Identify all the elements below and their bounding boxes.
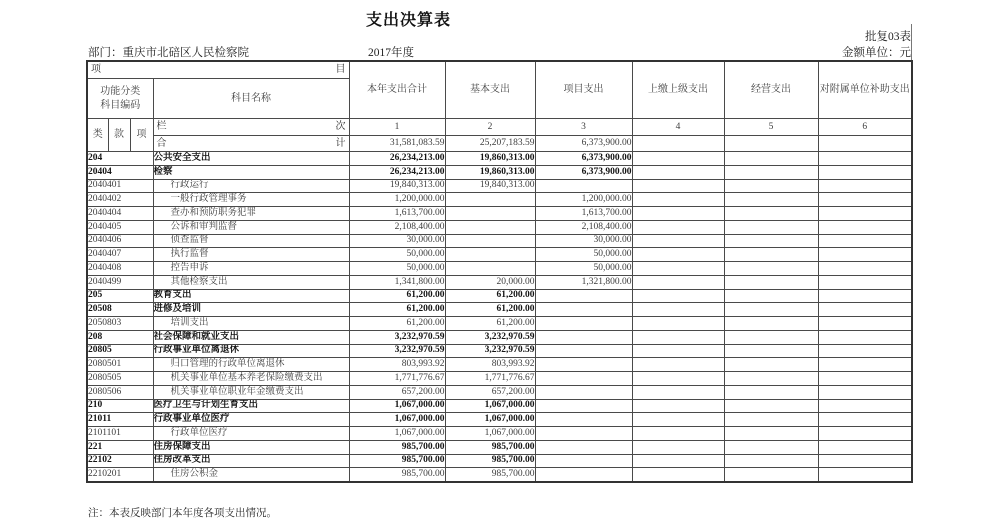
total-value-3: 6,373,900.00 [535, 136, 632, 152]
row-subsidy [818, 289, 912, 303]
row-upturn [632, 440, 724, 454]
row-name: 行政事业单位医疗 [153, 413, 349, 427]
row-project: 30,000.00 [535, 234, 632, 248]
header-class-cell: 类 [87, 119, 108, 152]
row-basic: 657,200.00 [445, 385, 535, 399]
total-value-5 [724, 136, 818, 152]
row-project: 1,200,000.00 [535, 193, 632, 207]
table-note: 注：本表反映部门本年度各项支出情况。 [88, 508, 277, 519]
table-row [87, 165, 912, 179]
row-basic: 20,000.00 [445, 275, 535, 289]
row-operating [724, 179, 818, 193]
row-code: 20805 [87, 344, 153, 358]
row-name: 执行监督 [153, 248, 349, 262]
row-project [535, 468, 632, 482]
row-total: 985,700.00 [349, 454, 445, 468]
row-basic: 1,067,000.00 [445, 413, 535, 427]
row-basic: 803,993.92 [445, 358, 535, 372]
row-subsidy [818, 344, 912, 358]
row-project [535, 317, 632, 331]
row-subsidy [818, 385, 912, 399]
row-total: 1,613,700.00 [349, 207, 445, 221]
row-basic: 61,200.00 [445, 289, 535, 303]
row-total: 2,108,400.00 [349, 220, 445, 234]
table-body [87, 61, 912, 482]
header-row-item [87, 61, 912, 79]
row-subsidy [818, 248, 912, 262]
row-name: 检察 [153, 165, 349, 179]
row-name: 行政单位医疗 [153, 427, 349, 441]
col-header-operating: 经营支出 [724, 61, 818, 119]
row-subsidy [818, 165, 912, 179]
total-value-1: 31,581,083.59 [349, 136, 445, 152]
total-label-left: 合 [156, 137, 167, 149]
row-operating [724, 262, 818, 276]
row-basic [445, 193, 535, 207]
row-operating [724, 275, 818, 289]
colno-5: 5 [724, 119, 818, 136]
table-row [87, 413, 912, 427]
row-project [535, 289, 632, 303]
row-code: 2040408 [87, 262, 153, 276]
row-subsidy [818, 262, 912, 276]
header-section-cell: 款 [108, 119, 130, 152]
row-total: 50,000.00 [349, 248, 445, 262]
row-subsidy [818, 207, 912, 221]
row-basic: 3,232,970.59 [445, 344, 535, 358]
row-upturn [632, 317, 724, 331]
row-operating [724, 385, 818, 399]
row-upturn [632, 358, 724, 372]
row-upturn [632, 344, 724, 358]
total-value-4 [632, 136, 724, 152]
unit-label: 金额单位：元 [842, 47, 911, 59]
row-operating [724, 289, 818, 303]
row-basic: 1,771,776.67 [445, 372, 535, 386]
row-total: 1,067,000.00 [349, 399, 445, 413]
header-code-cell [87, 79, 153, 119]
row-name: 住房保障支出 [153, 440, 349, 454]
row-name: 查办和预防职务犯罪 [153, 207, 349, 221]
row-upturn [632, 179, 724, 193]
row-total: 1,771,776.67 [349, 372, 445, 386]
row-code: 205 [87, 289, 153, 303]
row-subsidy [818, 468, 912, 482]
row-name: 其他检察支出 [153, 275, 349, 289]
row-name: 公诉和审判监督 [153, 220, 349, 234]
row-upturn [632, 207, 724, 221]
table-row [87, 372, 912, 386]
row-basic: 1,067,000.00 [445, 399, 535, 413]
row-basic: 61,200.00 [445, 303, 535, 317]
row-total: 26,234,213.00 [349, 165, 445, 179]
row-operating [724, 330, 818, 344]
table-row [87, 220, 912, 234]
row-project [535, 427, 632, 441]
row-project: 1,613,700.00 [535, 207, 632, 221]
row-upturn [632, 262, 724, 276]
row-name: 培训支出 [153, 317, 349, 331]
row-operating [724, 165, 818, 179]
colno-1: 1 [349, 119, 445, 136]
row-name: 教育支出 [153, 289, 349, 303]
row-code: 2040407 [87, 248, 153, 262]
row-basic: 1,067,000.00 [445, 427, 535, 441]
col-header-project: 项目支出 [535, 61, 632, 119]
row-code: 2040401 [87, 179, 153, 193]
row-subsidy [818, 454, 912, 468]
row-name: 侦查监督 [153, 234, 349, 248]
row-name: 社会保障和就业支出 [153, 330, 349, 344]
table-row [87, 289, 912, 303]
row-subsidy [818, 193, 912, 207]
colno-2: 2 [445, 119, 535, 136]
row-upturn [632, 303, 724, 317]
table-row [87, 454, 912, 468]
expenditure-table [86, 60, 913, 483]
colno-3: 3 [535, 119, 632, 136]
row-subsidy [818, 152, 912, 166]
row-name: 进修及培训 [153, 303, 349, 317]
row-upturn [632, 372, 724, 386]
row-code: 210 [87, 399, 153, 413]
row-operating [724, 234, 818, 248]
row-project [535, 330, 632, 344]
header-subject-cell: 科目名称 [153, 79, 349, 119]
row-operating [724, 427, 818, 441]
header-code-line2: 科目编码 [100, 99, 141, 111]
row-subsidy [818, 330, 912, 344]
header-item-sub-cell: 项 [130, 119, 153, 152]
row-name: 归口管理的行政单位离退休 [153, 358, 349, 372]
row-basic: 19,860,313.00 [445, 152, 535, 166]
row-name: 控告申诉 [153, 262, 349, 276]
row-operating [724, 454, 818, 468]
row-code: 2040406 [87, 234, 153, 248]
row-project [535, 385, 632, 399]
col-header-upturn: 上缴上级支出 [632, 61, 724, 119]
row-total: 61,200.00 [349, 303, 445, 317]
row-subsidy [818, 440, 912, 454]
row-total: 61,200.00 [349, 289, 445, 303]
row-upturn [632, 454, 724, 468]
row-code: 2040405 [87, 220, 153, 234]
row-code: 2080506 [87, 385, 153, 399]
row-basic [445, 207, 535, 221]
row-project: 1,321,800.00 [535, 275, 632, 289]
header-item-left: 项 [91, 64, 101, 76]
row-project [535, 440, 632, 454]
row-total: 657,200.00 [349, 385, 445, 399]
table-row [87, 427, 912, 441]
row-total: 1,200,000.00 [349, 193, 445, 207]
row-basic: 19,860,313.00 [445, 165, 535, 179]
row-project [535, 179, 632, 193]
row-name: 医疗卫生与计划生育支出 [153, 399, 349, 413]
table-row [87, 468, 912, 482]
row-upturn [632, 275, 724, 289]
approval-table-code: 批复03表 [865, 31, 911, 43]
row-code: 2101101 [87, 427, 153, 441]
row-upturn [632, 165, 724, 179]
col-header-total: 本年支出合计 [349, 61, 445, 119]
fiscal-year-label: 2017年度 [368, 44, 446, 62]
row-name: 公共安全支出 [153, 152, 349, 166]
table-row [87, 179, 912, 193]
row-upturn [632, 152, 724, 166]
row-upturn [632, 468, 724, 482]
col-header-basic: 基本支出 [445, 61, 535, 119]
row-code: 2080505 [87, 372, 153, 386]
row-total: 985,700.00 [349, 440, 445, 454]
row-code: 22102 [87, 454, 153, 468]
table-row [87, 317, 912, 331]
row-operating [724, 468, 818, 482]
row-upturn [632, 399, 724, 413]
row-subsidy [818, 179, 912, 193]
row-project [535, 372, 632, 386]
row-operating [724, 220, 818, 234]
row-operating [724, 372, 818, 386]
row-upturn [632, 413, 724, 427]
row-total: 1,067,000.00 [349, 427, 445, 441]
row-basic: 985,700.00 [445, 468, 535, 482]
row-name: 住房改革支出 [153, 454, 349, 468]
header-row-colno [87, 119, 912, 136]
row-code: 20508 [87, 303, 153, 317]
row-project: 6,373,900.00 [535, 165, 632, 179]
row-basic [445, 262, 535, 276]
row-code: 2040499 [87, 275, 153, 289]
row-basic [445, 248, 535, 262]
row-subsidy [818, 399, 912, 413]
row-project [535, 358, 632, 372]
row-upturn [632, 248, 724, 262]
row-total: 3,232,970.59 [349, 344, 445, 358]
row-basic [445, 234, 535, 248]
row-project: 2,108,400.00 [535, 220, 632, 234]
row-code: 2040404 [87, 207, 153, 221]
colno-6: 6 [818, 119, 912, 136]
row-subsidy [818, 275, 912, 289]
row-code: 21011 [87, 413, 153, 427]
row-code: 2050803 [87, 317, 153, 331]
row-project [535, 344, 632, 358]
row-basic: 3,232,970.59 [445, 330, 535, 344]
row-total: 61,200.00 [349, 317, 445, 331]
colno-4: 4 [632, 119, 724, 136]
row-name: 行政运行 [153, 179, 349, 193]
table-row [87, 193, 912, 207]
row-total: 3,232,970.59 [349, 330, 445, 344]
row-total: 1,341,800.00 [349, 275, 445, 289]
table-row [87, 152, 912, 166]
header-item-right: 目 [335, 64, 346, 76]
table-row [87, 385, 912, 399]
total-value-6 [818, 136, 912, 152]
row-subsidy [818, 220, 912, 234]
row-operating [724, 248, 818, 262]
table-row [87, 358, 912, 372]
row-subsidy [818, 372, 912, 386]
total-label-right: 计 [335, 137, 346, 149]
row-code: 2080501 [87, 358, 153, 372]
lanci-left: 栏 [156, 121, 167, 133]
row-name: 行政事业单位离退休 [153, 344, 349, 358]
table-row [87, 207, 912, 221]
row-subsidy [818, 234, 912, 248]
table-row [87, 399, 912, 413]
row-project [535, 454, 632, 468]
col-header-subsidy: 对附属单位补助支出 [818, 61, 912, 119]
row-project [535, 399, 632, 413]
table-row [87, 303, 912, 317]
row-operating [724, 413, 818, 427]
report-title: 支出决算表 [365, 12, 451, 29]
row-total: 803,993.92 [349, 358, 445, 372]
row-basic: 19,840,313.00 [445, 179, 535, 193]
table-row [87, 330, 912, 344]
row-project [535, 303, 632, 317]
row-operating [724, 303, 818, 317]
row-operating [724, 358, 818, 372]
total-label-cell [153, 136, 349, 152]
row-name: 机关事业单位基本养老保险缴费支出 [153, 372, 349, 386]
table-row [87, 248, 912, 262]
row-code: 204 [87, 152, 153, 166]
table-row [87, 262, 912, 276]
row-name: 机关事业单位职业年金缴费支出 [153, 385, 349, 399]
row-project [535, 413, 632, 427]
row-subsidy [818, 317, 912, 331]
row-project: 50,000.00 [535, 262, 632, 276]
row-operating [724, 207, 818, 221]
row-operating [724, 344, 818, 358]
row-code: 208 [87, 330, 153, 344]
row-project: 50,000.00 [535, 248, 632, 262]
row-subsidy [818, 303, 912, 317]
row-operating [724, 440, 818, 454]
row-total: 1,067,000.00 [349, 413, 445, 427]
table-row [87, 440, 912, 454]
total-row [87, 136, 912, 152]
row-upturn [632, 330, 724, 344]
lanci-right: 次 [335, 121, 346, 133]
row-upturn [632, 234, 724, 248]
row-upturn [632, 427, 724, 441]
row-operating [724, 317, 818, 331]
total-value-2: 25,207,183.59 [445, 136, 535, 152]
row-total: 19,840,313.00 [349, 179, 445, 193]
row-upturn [632, 289, 724, 303]
table-row [87, 344, 912, 358]
row-operating [724, 193, 818, 207]
department-label: 部门：重庆市北碚区人民检察院 [88, 44, 340, 62]
row-upturn [632, 385, 724, 399]
row-subsidy [818, 427, 912, 441]
row-total: 30,000.00 [349, 234, 445, 248]
row-operating [724, 399, 818, 413]
row-operating [724, 152, 818, 166]
row-upturn [632, 220, 724, 234]
header-lanci-cell [153, 119, 349, 136]
row-name: 住房公积金 [153, 468, 349, 482]
row-upturn [632, 193, 724, 207]
row-project: 6,373,900.00 [535, 152, 632, 166]
row-name: 一般行政管理事务 [153, 193, 349, 207]
row-total: 985,700.00 [349, 468, 445, 482]
row-subsidy [818, 413, 912, 427]
row-subsidy [818, 358, 912, 372]
row-code: 2040402 [87, 193, 153, 207]
row-code: 2210201 [87, 468, 153, 482]
table-row [87, 275, 912, 289]
row-basic [445, 220, 535, 234]
row-code: 221 [87, 440, 153, 454]
row-total: 50,000.00 [349, 262, 445, 276]
row-total: 26,234,213.00 [349, 152, 445, 166]
page-edge-line [911, 24, 912, 60]
table-row [87, 234, 912, 248]
header-item-cell [87, 61, 349, 79]
row-basic: 985,700.00 [445, 440, 535, 454]
row-basic: 985,700.00 [445, 454, 535, 468]
row-code: 20404 [87, 165, 153, 179]
header-code-line1: 功能分类 [100, 86, 141, 97]
row-basic: 61,200.00 [445, 317, 535, 331]
